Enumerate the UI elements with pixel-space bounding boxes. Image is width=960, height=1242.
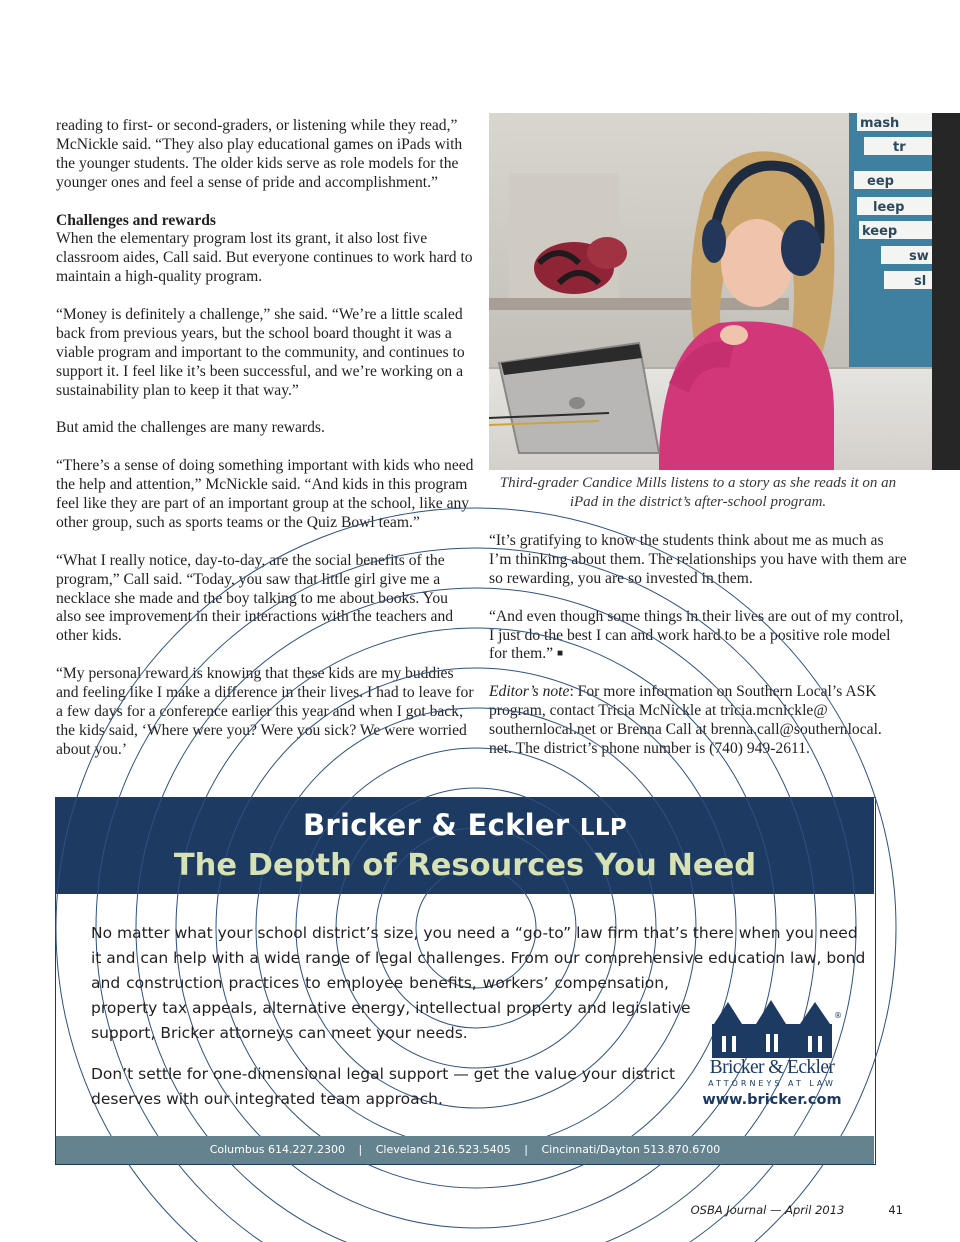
advertisement	[55, 797, 876, 1165]
ad-body-line: support, Bricker attorneys can meet your needs.	[91, 1024, 468, 1042]
article-photo	[489, 113, 932, 470]
office-cincinnati-dayton: Cincinnati/Dayton 513.870.6700	[541, 1143, 721, 1156]
ad-body-line: Don’t settle for one-dimensional legal support — get the value your district	[91, 1065, 676, 1083]
article-paragraph: reading to first- or second-graders, or listening while they read,” McNickle said. “They also play educational games on iPads with the younger students. The older kids serve as role models for the younger ones and feel a sense of pride and accomplishment.”	[56, 117, 463, 191]
page-footer	[691, 1203, 903, 1217]
photo-illustration	[489, 113, 932, 470]
wall-word: leep	[873, 200, 905, 215]
logo-mark: ®	[834, 1011, 842, 1020]
article-paragraph: “Money is definitely a challenge,” she said. “We’re a little scaled back from previous years, but the school board thought it was a viable program and important to the community, and continues to support it. I feel like it’s been successful, and we’re working on a sustainability plan to keep it that way.”	[56, 306, 465, 399]
article-section	[56, 212, 476, 288]
ad-logo-name: Bricker & Eckler	[709, 1057, 835, 1078]
ad-firm-suffix: LLP	[579, 815, 627, 841]
article-right-column	[489, 532, 907, 778]
wall-word: eep	[867, 174, 894, 189]
editors-note-text: : For more information on Southern Local’s ASK program, contact Tricia McNickle at tricia.mcnickle@ southernlocal.net or Brenna Call at brenna.call@southernlocal. net. The district’s phone number is (740) 949-2611.	[489, 683, 882, 757]
end-mark: ■	[557, 648, 564, 660]
ad-firm-name: Bricker & Eckler	[303, 808, 570, 842]
ad-title	[56, 808, 874, 842]
article-paragraph-last	[489, 608, 907, 665]
wall-word: sw	[909, 249, 929, 264]
ad-tagline: The Depth of Resources You Need	[173, 848, 757, 883]
article-left-column	[56, 117, 476, 779]
article-paragraph: “My personal reward is knowing that these kids are my buddies and feeling like I make a difference in their lives. I had to leave for a few days for a conference earlier this year and when I got back, the kids said, ‘Where were you? Were you sick? We were worried about you.’	[56, 665, 474, 758]
article-paragraph: When the elementary program lost its grant, it also lost five classroom aides, Call said. But everyone continues to work hard to maintain a high-quality program.	[56, 230, 473, 286]
editors-note-label: Editor’s note	[489, 683, 570, 701]
office-cleveland: Cleveland 216.523.5405	[375, 1143, 511, 1156]
ad-office-bar	[56, 1136, 874, 1164]
ad-body-line: deserves with our integrated team approach.	[91, 1090, 443, 1108]
article-paragraph: “There’s a sense of doing something important with kids who need the help and attention,” McNickle said. “And kids in this program feel like they are part of an important group at the school, like any other group, such as sports teams or the Quiz Bowl team.”	[56, 457, 474, 531]
page-number: 41	[888, 1203, 903, 1217]
ad-body-line: and construction practices to employee benefits, workers’ compensation,	[91, 974, 669, 992]
photo-caption: Third-grader Candice Mills listens to a story as she reads it on an iPad in the district’s after-school program.	[499, 475, 897, 510]
ad-body-line: property tax appeals, alternative energy, intellectual property and legislative	[91, 999, 691, 1017]
article-paragraph: “And even though some things in their lives are out of my control, I just do the best I can and work hard to be a positive role model for them.”	[489, 607, 904, 663]
article-paragraph: “What I really notice, day-to-day, are the social benefits of the program,” Call said. “Today, you saw that little girl give me a necklace she made and the boy talking to me about books. You also see improvement in their interactions with the teachers and other kids.	[56, 551, 454, 645]
ad-body-line: it and can help with a wide range of legal challenges. From our comprehensive education law, bond	[91, 949, 866, 967]
article-paragraph: “It’s gratifying to know the students think about me as much as I’m thinking about them. The relationships you have with them are so rewarding, you are so invested in them.	[489, 532, 907, 587]
publication-info: OSBA Journal — April 2013	[690, 1203, 845, 1217]
office-columbus: Columbus 614.227.2300	[209, 1143, 346, 1156]
ad-header	[56, 798, 874, 894]
ad-body-line: No matter what your school district’s size, you need a “go-to” law firm that’s there when you need	[91, 924, 858, 942]
wall-word: keep	[862, 224, 898, 239]
section-heading: Challenges and rewards	[56, 211, 216, 229]
page-edge-tab	[932, 113, 960, 470]
wall-word: tr	[893, 140, 906, 155]
office-separator: |	[358, 1143, 363, 1156]
article-paragraph: But amid the challenges are many rewards.	[56, 419, 325, 437]
ad-logo-subtitle: ATTORNEYS AT LAW	[708, 1079, 836, 1088]
ad-website-link[interactable]: www.bricker.com	[702, 1092, 842, 1108]
office-separator: |	[524, 1143, 528, 1156]
wall-word: sl	[914, 274, 927, 289]
wall-word: mash	[860, 116, 900, 131]
